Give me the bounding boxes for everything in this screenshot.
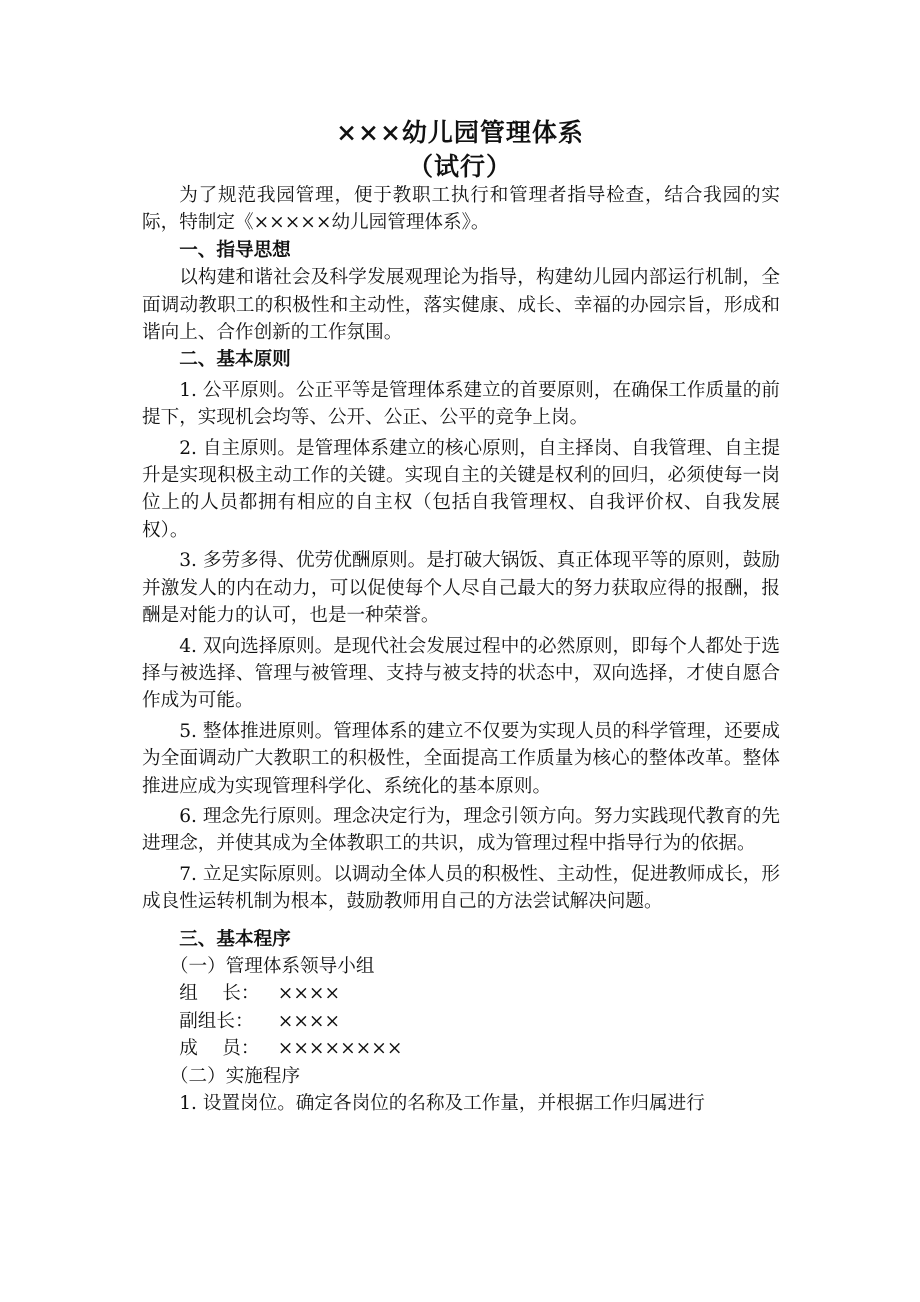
intro-paragraph: 为了规范我园管理，便于教职工执行和管理者指导检查，结合我园的实际，特制定《×××××幼儿园管理体系》。 <box>142 185 780 234</box>
implementation-procedure-heading: （二）实施程序 <box>169 1065 301 1087</box>
section-heading-basic-principles: 二、基本原则 <box>179 349 291 371</box>
principle-paragraph: 3. 多劳多得、优劳优酬原则。是打破大锅饭、真正体现平等的原则，鼓励并激发人的内在动力，可以促使每个人尽自己最大的努力获取应得的报酬，报酬是对能力的认可，也是一种荣誉。 <box>142 550 780 627</box>
deputy-leader-value: ×××× <box>277 1010 341 1032</box>
document-subtitle: （试行） <box>407 152 512 181</box>
document-body <box>142 182 780 1117</box>
principle-paragraph: 6. 理念先行原则。理念决定行为，理念引领方向。努力实践现代教育的先进理念，并使其成为全体教职工的共识，成为管理过程中指导行为的依据。 <box>142 805 780 855</box>
section-heading-guiding-ideology: 一、指导思想 <box>179 239 291 261</box>
section-heading-basic-procedure: 三、基本程序 <box>179 928 291 950</box>
group-leader-line <box>142 980 780 1007</box>
group-leader-label: 组 长： <box>179 983 260 1005</box>
procedure-step-1: 1. 设置岗位。确定各岗位的名称及工作量，并根据工作归属进行 <box>179 1093 705 1114</box>
group-leader-value: ×××× <box>277 983 341 1005</box>
principle-paragraph: 1. 公平原则。公正平等是管理体系建立的首要原则，在确保工作质量的前提下，实现机会均等、公开、公正、公平的竞争上岗。 <box>142 379 780 429</box>
principle-paragraph: 2. 自主原则。是管理体系建立的核心原则，自主择岗、自我管理、自主提升是实现积极主动工作的关键。实现自主的关键是权利的回归，必须使每一岗位上的人员都拥有相应的自主权（包括自我管理权、自我评价权、自我发展权）。 <box>142 437 780 541</box>
leadership-group-heading: （一）管理体系领导小组 <box>169 955 375 977</box>
deputy-leader-label: 副组长： <box>179 1010 254 1032</box>
principle-paragraph: 7. 立足实际原则。以调动全体人员的积极性、主动性，促进教师成长，形成良性运转机制为根本，鼓励教师用自己的方法尝试解决问题。 <box>142 863 780 913</box>
members-label: 成 员： <box>179 1038 260 1060</box>
principle-paragraph: 5. 整体推进原则。管理体系的建立不仅要为实现人员的科学管理，还要成为全面调动广大教职工的积极性，全面提高工作质量为核心的整体改革。整体推进应成为实现管理科学化、系统化的基本原则。 <box>142 720 780 797</box>
members-value: ×××××××× <box>277 1038 403 1060</box>
deputy-leader-line <box>142 1008 780 1035</box>
principle-paragraph: 4. 双向选择原则。是现代社会发展过程中的必然原则，即每个人都处于选择与被选择、管理与被管理、支持与被支持的状态中，双向选择，才使自愿合作成为可能。 <box>142 635 780 712</box>
document-title: ×××幼儿园管理体系 <box>336 118 584 147</box>
guiding-ideology-paragraph: 以构建和谐社会及科学发展观理论为指导，构建幼儿园内部运行机制，全面调动教职工的积极性和主动性，落实健康、成长、幸福的办园宗旨，形成和谐向上、合作创新的工作氛围。 <box>142 267 780 344</box>
members-line <box>142 1035 780 1062</box>
